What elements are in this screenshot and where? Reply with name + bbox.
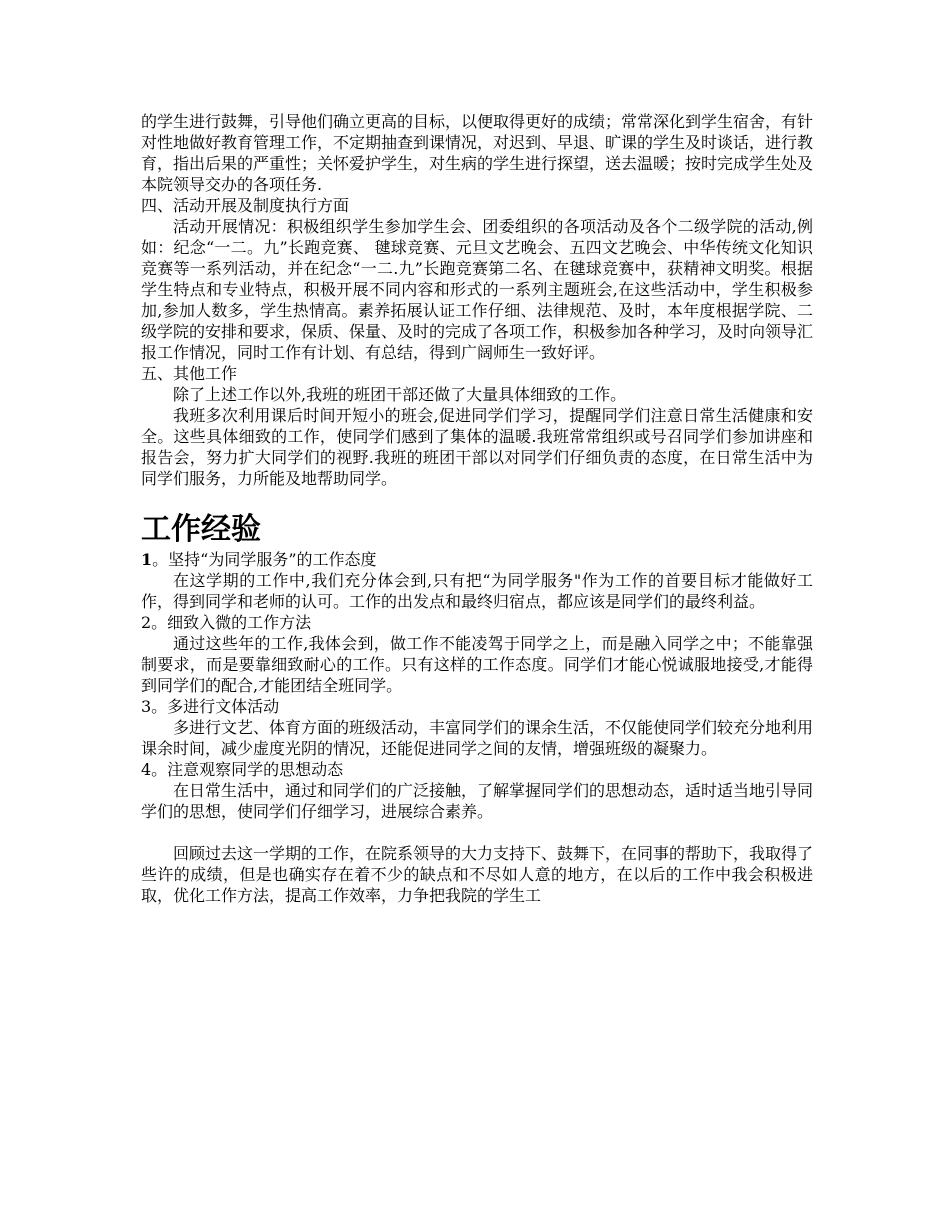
document-page <box>141 111 813 906</box>
experience-2-heading: 2。细致入微的工作方法 <box>141 613 312 632</box>
experience-3-heading: 3。多进行文体活动 <box>141 697 280 716</box>
section-4-paragraph: 活动开展情况：积极组织学生参加学生会、团委组织的各项活动及各个二级学院的活动,例如：纪念“一二。九”长跑竞赛、 毽球竞赛、元旦文艺晚会、五四文艺晚会、中华传统文化知识竞赛等一系列活动，并在纪念“一二.九”长跑竞赛第二名、在毽球竞赛中，获精神文明奖。根据学生特点和专业特点，积极开展不同内容和形式的一系列主题班会,在这些活动中，学生积极参加,参加人数多，学生热情高。素养拓展认证工作仔细、法律规范、及时，本年度根据学院、二级学院的安排和要求，保质、保量、及时的完成了各项工作，积极参加各种学习，及时向领导汇报工作情况，同时工作有计划、有总结，得到广阔师生一致好评。 <box>141 217 814 362</box>
experience-2-paragraph: 通过这些年的工作,我体会到，做工作不能凌驾于同学之上，而是融入同学之中；不能靠强制要求，而是要靠细致耐心的工作。只有这样的工作态度。同学们才能心悦诚服地接受,才能得到同学们的配合,才能团结全班同学。 <box>141 634 813 695</box>
section-5-paragraph-2: 我班多次利用课后时间开短小的班会,促进同学们学习，提醒同学们注意日常生活健康和安全。这些具体细致的工作，使同学们感到了集体的温暖.我班常常组织或号召同学们参加讲座和报告会，努力扩大同学们的视野.我班的班团干部以对同学们仔细负责的态度，在日常生活中为同学们服务，力所能及地帮助同学。 <box>141 406 813 488</box>
experience-1-heading <box>141 549 813 570</box>
experience-1-paragraph: 在这学期的工作中,我们充分体会到,只有把“为同学服务"作为工作的首要目标才能做好工作，得到同学和老师的认可。工作的出发点和最终归宿点，都应该是同学们的最终利益。 <box>141 571 813 611</box>
section-5-heading: 五、其他工作 <box>141 364 238 383</box>
experience-3-paragraph: 多进行文艺、体育方面的班级活动，丰富同学们的课余生活，不仅能使同学们较充分地利用课余时间，减少虚度光阴的情况，还能促进同学之间的友情，增强班级的凝聚力。 <box>141 718 814 758</box>
section-4-heading: 四、活动开展及制度执行方面 <box>141 196 350 215</box>
experience-1-heading-text: 。坚持“为同学服务”的工作态度 <box>152 550 377 569</box>
section-5-paragraph-1: 除了上述工作以外,我班的班团干部还做了大量具体细致的工作。 <box>173 385 627 404</box>
experience-4-heading: 4。注意观察同学的思想动态 <box>141 760 344 779</box>
closing-paragraph: 回顾过去这一学期的工作，在院系领导的大力支持下、鼓舞下，在同事的帮助下，我取得了些许的成绩，但是也确实存在着不少的缺点和不尽如人意的地方，在以后的工作中我会积极进取，优化工作方法，提高工作效率，力争把我院的学生工 <box>141 844 814 905</box>
experience-4-paragraph: 在日常生活中，通过和同学们的广泛接触，了解掌握同学们的思想动态，适时适当地引导同学们的思想，使同学们仔细学习，进展综合素养。 <box>141 781 814 821</box>
experience-1-number: 1 <box>141 550 153 569</box>
page-title: 工作经验 <box>141 512 261 547</box>
paragraph-continuation: 的学生进行鼓舞，引导他们确立更高的目标，以便取得更好的成绩；常常深化到学生宿舍，有针对性地做好教育管理工作，不定期抽查到课情况，对迟到、早退、旷课的学生及时谈话，进行教育，指出后果的严重性；关怀爱护学生，对生病的学生进行探望，送去温暖；按时完成学生处及本院领导交办的各项任务. <box>141 112 814 194</box>
